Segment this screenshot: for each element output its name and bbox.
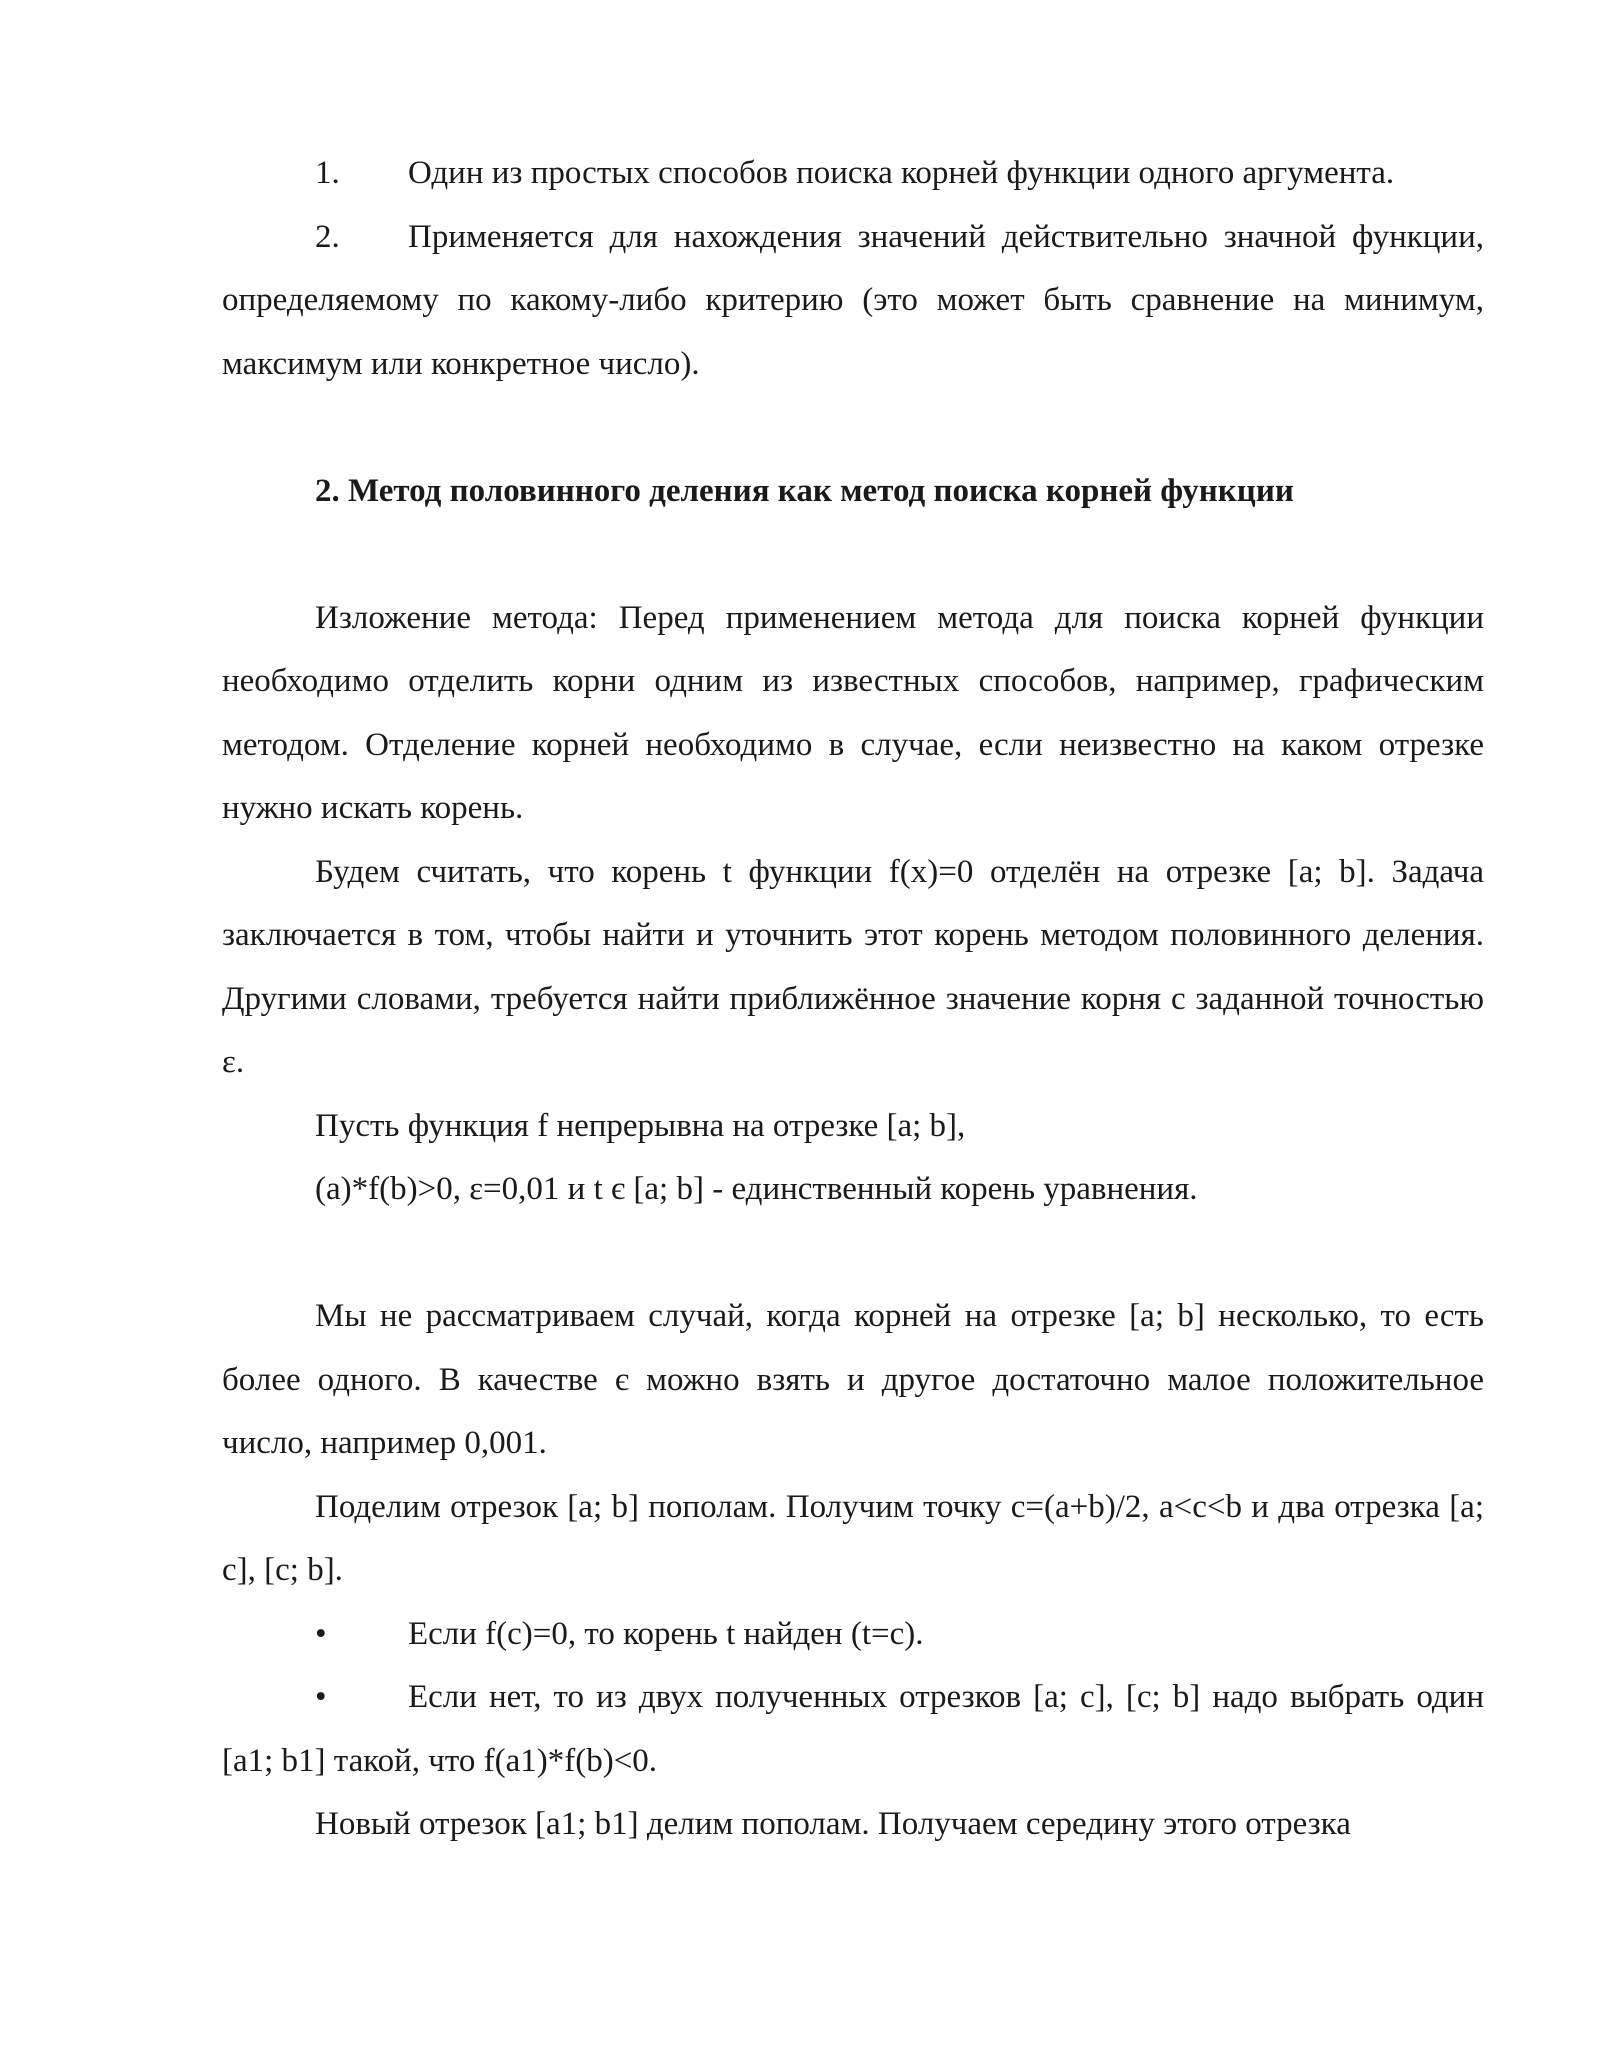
paragraph-single-root: Мы не рассматриваем случай, когда корней на отрезке [a; b] несколько, то есть более одного. В качестве є можно взять и другое достаточно малое положительное число, например 0,001.	[222, 1298, 1484, 1461]
bullet-marker: •	[315, 1679, 327, 1715]
paragraph-conditions: (a)*f(b)>0, ε=0,01 и t є [a; b] - единственный корень уравнения.	[315, 1171, 1198, 1207]
bullet-text: Если нет, то из двух полученных отрезков [a; c], [c; b] надо выбрать один [a1; b1] такой, что f(a1)*f(b)<0.	[222, 1679, 1484, 1779]
bullet-item	[222, 1603, 1484, 1667]
paragraph-bisect: Поделим отрезок [a; b] пополам. Получим точку c=(a+b)/2, a<c<b и два отрезка [a; c], [c; b].	[222, 1488, 1484, 1588]
paragraph-root-assumption: Будем считать, что корень t функции f(x)=0 отделён на отрезке [a; b]. Задача заключается в том, чтобы найти и уточнить этот корень методом половинного деления. Другими словами, требуется найти приближённое значение корня с заданной точностью ε.	[222, 853, 1484, 1080]
list-marker: 2.	[315, 218, 340, 255]
bullet-item	[222, 1666, 1484, 1793]
section-heading: 2. Метод половинного деления как метод поиска корней функции	[315, 472, 1294, 509]
bullet-text: Если f(c)=0, то корень t найден (t=c).	[408, 1615, 924, 1652]
numbered-list-item	[222, 142, 1484, 206]
paragraph-new-segment: Новый отрезок [a1; b1] делим пополам. Получаем середину этого отрезка	[315, 1806, 1351, 1842]
list-item-text: Один из простых способов поиска корней функции одного аргумента.	[408, 155, 1395, 191]
bullet-marker: •	[315, 1615, 327, 1652]
list-marker: 1.	[315, 155, 340, 191]
numbered-list-item	[222, 206, 1484, 397]
paragraph-method-description: Изложение метода: Перед применением метода для поиска корней функции необходимо отделить корни одним из известных способов, например, графическим методом. Отделение корней необходимо в случае, если неизвестно на каком отрезке нужно искать корень.	[222, 599, 1484, 826]
document-body	[222, 142, 1484, 1857]
list-item-text: Применяется для нахождения значений действительно значной функции, определяемому по какому-либо критерию (это может быть сравнение на минимум, максимум или конкретное число).	[222, 218, 1484, 382]
paragraph-continuity: Пусть функция f непрерывна на отрезке [a; b],	[315, 1107, 966, 1144]
